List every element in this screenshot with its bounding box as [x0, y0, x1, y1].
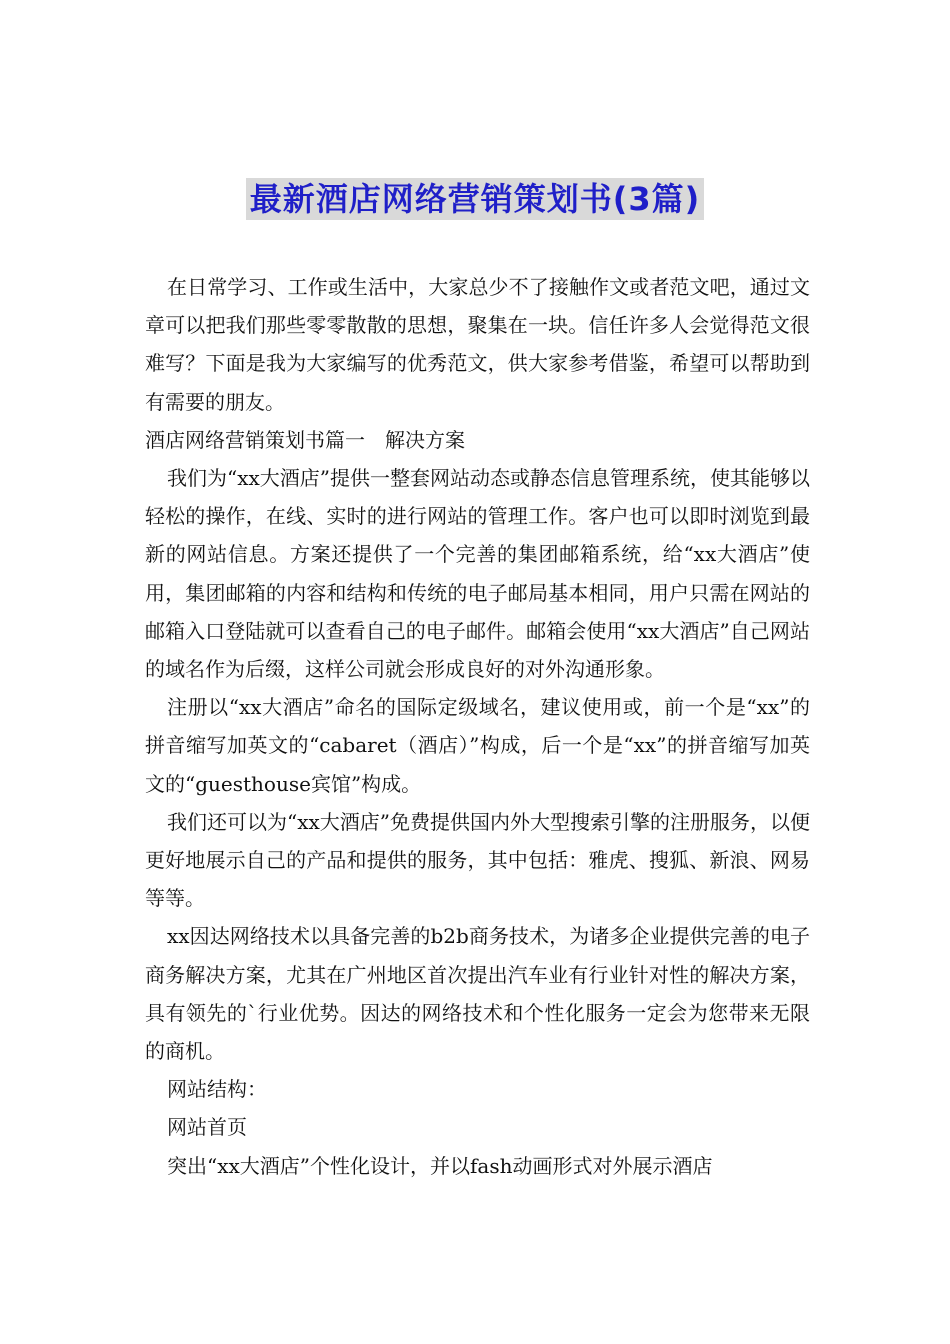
section-heading: 酒店网络营销策划书篇一 解决方案 — [145, 427, 465, 452]
paragraph-domain: 注册以“xx大酒店”命名的国际定级域名，建议使用或，前一个是“xx”的拼音缩写加英文的“cabaret（酒店）”构成，后一个是“xx”的拼音缩写加英文的“guesthouse宾馆”构成。 — [145, 695, 810, 796]
paragraph-search-engines: 我们还可以为“xx大酒店”免费提供国内外大型搜索引擎的注册服务，以便更好地展示自己的产品和提供的服务，其中包括：雅虎、搜狐、新浪、网易等等。 — [145, 809, 811, 911]
paragraph-site-structure: 网站结构： — [167, 1077, 267, 1102]
paragraph-solution: 我们为“xx大酒店”提供一整套网站动态或静态信息管理系统，使其能够以轻松的操作，在线、实时的进行网站的管理工作。客户也可以即时浏览到最新的网站信息。方案还提供了一个完善的集团邮箱系统，给“xx大酒店”使用，集团邮箱的内容和结构和传统的电子邮局基本相同，用户只需在网站的邮箱入口登陆就可以查看自己的电子邮件。邮箱会使用“xx大酒店”自己网站的域名作为后缀，这样公司就会形成良好的对外沟通形象。 — [145, 466, 811, 682]
paragraph-intro: 在日常学习、工作或生活中，大家总少不了接触作文或者范文吧，通过文章可以把我们那些零零散散的思想，聚集在一块。信任许多人会觉得范文很难写？下面是我为大家编写的优秀范文，供大家参考借鉴，希望可以帮助到有需要的朋友。 — [145, 275, 810, 414]
document-title: 最新酒店网络营销策划书(3篇) — [246, 178, 705, 220]
paragraph-homepage-desc: 突出“xx大酒店”个性化设计，并以fash动画形式对外展示酒店 — [167, 1153, 713, 1178]
paragraph-homepage: 网站首页 — [167, 1115, 247, 1140]
paragraph-company: xx因达网络技术以具备完善的b2b商务技术，为诸多企业提供完善的电子商务解决方案，尤其在广州地区首次提出汽车业有行业针对性的解决方案，具有领先的`行业优势。因达的网络技术和个性化服务一定会为您带来无限的商机。 — [145, 924, 810, 1064]
document-body — [145, 268, 810, 1185]
title-container — [0, 178, 950, 220]
